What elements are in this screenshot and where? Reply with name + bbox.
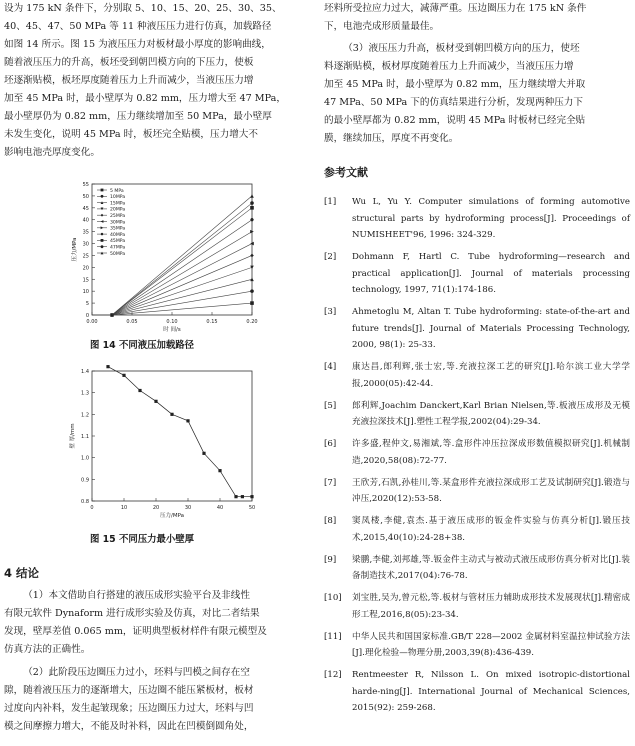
text-line: 加至 45 MPa 时，最小壁厚为 0.82 mm，压力继续增大并取 xyxy=(324,79,586,90)
fig14-end-marker xyxy=(250,201,254,205)
reference-number: [1] xyxy=(324,197,337,207)
fig14-y-tick-label: 15 xyxy=(82,277,89,284)
fig14-y-tick-label: 25 xyxy=(82,253,89,260)
text-line: 料逐渐贴模，板材厚度随着压力上升而减少，当液压压力增 xyxy=(324,61,574,72)
fig15-point xyxy=(234,495,237,498)
fig14-legend-label: 35MPa xyxy=(110,226,126,232)
reference-text: 康达昌,郎利辉,张士宏,等.充液拉深工艺的研究[J].哈尔滨工业大学学报,2000(05):42-44. xyxy=(352,362,630,389)
fig15-point xyxy=(218,469,221,472)
fig15-point xyxy=(170,413,173,416)
fig14-legend-label: 47MPa xyxy=(110,245,126,251)
fig15-chart xyxy=(4,361,310,529)
fig14-legend-label: 45MPa xyxy=(110,239,126,245)
fig14-chart xyxy=(4,170,310,335)
fig14-legend-marker xyxy=(101,214,104,217)
fig15-point xyxy=(250,495,253,498)
fig14-end-marker xyxy=(250,266,254,270)
fig14-y-label: 压力/MPa xyxy=(72,237,78,262)
fig15-point xyxy=(138,389,141,392)
references-title: 参考文献 xyxy=(324,166,368,179)
reference-text: Rentmeester R, Nilsson L. On mixed isotropic-distortional harde-ning[J]. International Journal of Mechanical Sciences, 2015(92): 259-268. xyxy=(352,670,630,713)
reference-number: [9] xyxy=(324,554,337,565)
fig14-legend-marker xyxy=(101,220,104,223)
reference-text: Ahmetoglu M, Altan T. Tube hydroforming: state-of-the-art and future trends[J]. Journal of Materials Processing Technology, 2000, 98(1): 25-33. xyxy=(352,307,630,350)
fig14-y-tick-label: 40 xyxy=(82,217,89,224)
reference-item xyxy=(324,552,630,585)
conclusion-paragraph-1 xyxy=(4,587,310,659)
text-line: 模之间摩擦力增大，不能及时补料，因此在凹模倒圆角处， xyxy=(4,721,254,732)
fig14-legend-marker xyxy=(101,239,104,242)
reference-text: 梁鹏,李健,刘邦雄,等.钣金件主动式与被动式液压成形仿真分析对比[J].装备制造技术,2017(04):76-78. xyxy=(352,554,630,581)
fig15-series-line xyxy=(108,367,252,497)
text-line: 的最小壁厚都为 0.82 mm，说明 45 MPa 时板材已经完全贴 xyxy=(324,115,586,126)
fig15-x-tick-label: 10 xyxy=(120,505,128,511)
conclusion-paragraph-3 xyxy=(324,40,630,148)
fig15-x-tick-label: 20 xyxy=(152,505,160,511)
reference-item xyxy=(324,475,630,508)
fig14-x-tick-label: 0.20 xyxy=(246,319,258,325)
text-line: 膜，继续加压，厚度不再变化。 xyxy=(324,133,459,144)
fig14-legend-label: 30MPa xyxy=(110,220,126,226)
reference-text: 窦凤楼,李健,袁杰.基于液压成形的钣金件实验与仿真分析[J].锻压技术,2015,40(10):24-28+38. xyxy=(352,516,630,543)
fig15-y-tick-label: 1.1 xyxy=(81,434,89,440)
fig14-legend-marker xyxy=(101,195,104,198)
reference-item xyxy=(324,398,630,431)
fig15-y-tick-label: 0.9 xyxy=(81,477,89,484)
fig15-point xyxy=(202,452,205,455)
fig14-x-tick-label: 0.10 xyxy=(166,319,178,325)
fig14-legend-label: 5 MPa xyxy=(110,188,124,194)
reference-item xyxy=(324,304,630,354)
reference-number: [12] xyxy=(324,670,342,680)
fig14-legend-label: 50MPa xyxy=(110,251,126,257)
fig14-y-tick-label: 50 xyxy=(82,193,89,200)
text-line: 设为 175 kN 条件下，分别取 5、10、15、20、25、30、35、 xyxy=(4,3,282,14)
fig14-y-tick-label: 5 xyxy=(85,301,89,308)
reference-item xyxy=(324,513,630,546)
text-line: 隙，随着液压压力的逐渐增大，压边圈不能压紧板材，板材 xyxy=(4,685,254,696)
text-line: 下，电池壳成形质量最佳。 xyxy=(324,21,440,32)
text-line: 有限元软件 Dynaform 进行成形实验及仿真，对比二者结果 xyxy=(4,608,260,619)
fig15-x-label: 压力/MPa xyxy=(159,513,185,519)
fig15-x-tick-label: 40 xyxy=(216,505,224,511)
fig15-y-tick-label: 1.4 xyxy=(81,369,89,375)
fig14-caption: 图 14 不同液压加载路径 xyxy=(90,340,194,351)
fig15-x-tick-label: 30 xyxy=(184,505,192,511)
fig15-point xyxy=(106,365,109,368)
text-line: 未发生变化，说明 45 MPa 时，板坯完全贴模，压力增大不 xyxy=(4,129,258,140)
fig14-x-tick-label: 0.05 xyxy=(126,319,138,325)
reference-number: [2] xyxy=(324,252,337,262)
fig14-legend-label: 40MPa xyxy=(110,232,126,238)
right-top-paragraph xyxy=(324,0,630,36)
fig15-caption: 图 15 不同压力最小壁厚 xyxy=(90,534,194,545)
right-column xyxy=(324,0,630,722)
text-line: 过度向内补料，发生起皱现象；压边圈压力过大，坯料与凹 xyxy=(4,703,254,714)
fig15-plot-frame xyxy=(92,371,252,501)
fig15-y-tick-label: 1.0 xyxy=(81,455,89,462)
fig14-legend-marker xyxy=(101,233,104,235)
fig14-legend-label: 15MPa xyxy=(110,201,126,207)
fig15-point xyxy=(122,374,125,377)
figure-14 xyxy=(4,170,310,335)
fig14-y-tick-label: 30 xyxy=(82,241,89,248)
text-line: 影响电池壳厚度变化。 xyxy=(4,147,100,158)
fig14-legend-marker xyxy=(101,189,104,192)
reference-number: [6] xyxy=(324,439,337,449)
reference-text: Dohmann F, Hartl C. Tube hydroforming—research and practical application[J]. Journal of materials processing technology, 1997, 71(1):174-186. xyxy=(352,252,630,295)
text-line: 如图 14 所示。图 15 为液压压力对板材最小厚度的影响曲线， xyxy=(4,39,271,50)
reference-number: [10] xyxy=(324,593,342,603)
text-line: 40、45、47、50 MPa 等 11 种液压压力进行仿真，加载路径 xyxy=(4,21,272,32)
fig14-end-marker xyxy=(250,206,254,210)
reference-text: Wu L, Yu Y. Computer simulations of forming automotive structural parts by hydroforming process[J]. Proceedings of NUMISHEET'96, 1996: 324-329. xyxy=(352,197,630,240)
text-line: 发现，壁厚差值 0.065 mm，证明典型板材样件有限元模型及 xyxy=(4,626,267,637)
fig14-end-marker xyxy=(250,254,254,258)
text-line: 仿真方法的正确性。 xyxy=(4,644,91,655)
fig15-point xyxy=(186,419,189,422)
reference-item xyxy=(324,194,630,244)
reference-text: 中华人民共和国国家标准.GB/T 228—2002 金属材料室温拉伸试验方法[J].理化检验—物理分册,2003,39(8):436-439. xyxy=(352,631,630,658)
text-line: 加至 45 MPa 时，最小壁厚为 0.82 mm，压力增大至 47 MPa， xyxy=(4,93,286,104)
reference-text: 许多盛,程仲文,易湘斌,等.盒形件冲压拉深成形数值模拟研究[J].机械制造,2020,58(08):72-77. xyxy=(352,439,630,466)
text-line: （2）此阶段压边圈压力过小，坯料与凹模之间存在空 xyxy=(23,667,250,678)
fig14-y-tick-label: 0 xyxy=(85,313,89,319)
reference-number: [3] xyxy=(324,307,337,317)
fig14-end-marker xyxy=(250,194,254,198)
fig15-y-tick-label: 0.8 xyxy=(81,499,89,505)
fig15-y-label: 壁 厚/mm xyxy=(70,423,76,449)
reference-item xyxy=(324,590,630,623)
fig15-point xyxy=(154,400,157,403)
fig14-legend-marker xyxy=(101,245,104,248)
fig15-y-tick-label: 1.2 xyxy=(81,412,89,419)
fig14-x-label: 时 间/s xyxy=(163,327,181,333)
left-column xyxy=(4,0,310,736)
fig14-y-tick-label: 10 xyxy=(82,289,89,296)
reference-item xyxy=(324,249,630,299)
reference-item xyxy=(324,436,630,469)
fig14-legend-label: 25MPa xyxy=(110,214,126,219)
reference-number: [11] xyxy=(324,631,342,642)
conclusion-paragraph-2 xyxy=(4,664,310,736)
fig15-x-tick-label: 50 xyxy=(248,505,256,511)
fig14-y-tick-label: 45 xyxy=(82,205,89,212)
reference-item xyxy=(324,359,630,392)
reference-text: 王欣芳,石凯,孙桂川,等.某盒形件充液拉深成形工艺及试制研究[J].锻造与冲压,2020(12):53-58. xyxy=(352,477,630,504)
fig14-x-tick-label: 0.15 xyxy=(206,319,218,325)
text-line: 47 MPa、50 MPa 下的仿真结果进行分析，发现两种压力下 xyxy=(324,97,583,108)
reference-text: 郎利辉,Joachim Danckert,Karl Brian Nielsen,等.板液压成形及无模充液拉深技术[J].塑性工程学报,2002(04):29-34. xyxy=(352,400,630,427)
text-line: 随着液压压力的升高，板坯受到朝凹模方向的下压力，使板 xyxy=(4,57,254,68)
fig14-x-tick-label: 0.00 xyxy=(86,319,98,325)
reference-text: 刘宝胜,吴为,曾元松,等.板材与管材压力辅助成形技术发展现状[J].精密成形工程,2016,8(05):23-34. xyxy=(352,593,630,620)
reference-item xyxy=(324,667,630,717)
figure-15 xyxy=(4,361,310,529)
text-line: 最小壁厚仍为 0.82 mm，压力继续增加至 50 MPa，最小壁厚 xyxy=(4,111,272,122)
fig15-point xyxy=(241,495,244,498)
fig14-end-marker xyxy=(250,289,254,293)
fig14-end-marker xyxy=(250,301,254,305)
fig14-legend-label: 10MPa xyxy=(110,195,126,201)
fig14-legend-label: 20MPa xyxy=(110,207,126,213)
intro-paragraph xyxy=(4,0,310,162)
text-line: （1）本文借助自行搭建的液压成形实验平台及非线性 xyxy=(23,590,250,601)
reference-number: [7] xyxy=(324,477,337,488)
fig14-y-tick-label: 20 xyxy=(82,265,89,272)
reference-number: [5] xyxy=(324,400,337,411)
text-line: 坯料所受拉应力过大，减薄严重。压边圈压力在 175 kN 条件 xyxy=(324,3,587,14)
fig14-legend-marker xyxy=(101,226,104,229)
reference-number: [8] xyxy=(324,516,337,526)
fig14-y-tick-label: 55 xyxy=(82,182,89,188)
fig14-end-marker xyxy=(250,277,254,281)
reference-item xyxy=(324,629,630,662)
fig15-x-tick-label: 0 xyxy=(90,505,94,511)
conclusion-title: 4 结论 xyxy=(4,566,40,580)
fig14-y-tick-label: 35 xyxy=(82,229,89,236)
text-line: 坯逐渐贴模，板坯厚度随着压力上升而减少，当液压压力增 xyxy=(4,75,254,86)
fig15-y-tick-label: 1.3 xyxy=(81,390,89,397)
references-list xyxy=(324,194,630,717)
fig14-series-line xyxy=(93,267,252,315)
reference-number: [4] xyxy=(324,362,337,372)
text-line: （3）液压压力升高，板材受到朝凹模方向的压力，使坯 xyxy=(343,43,580,54)
